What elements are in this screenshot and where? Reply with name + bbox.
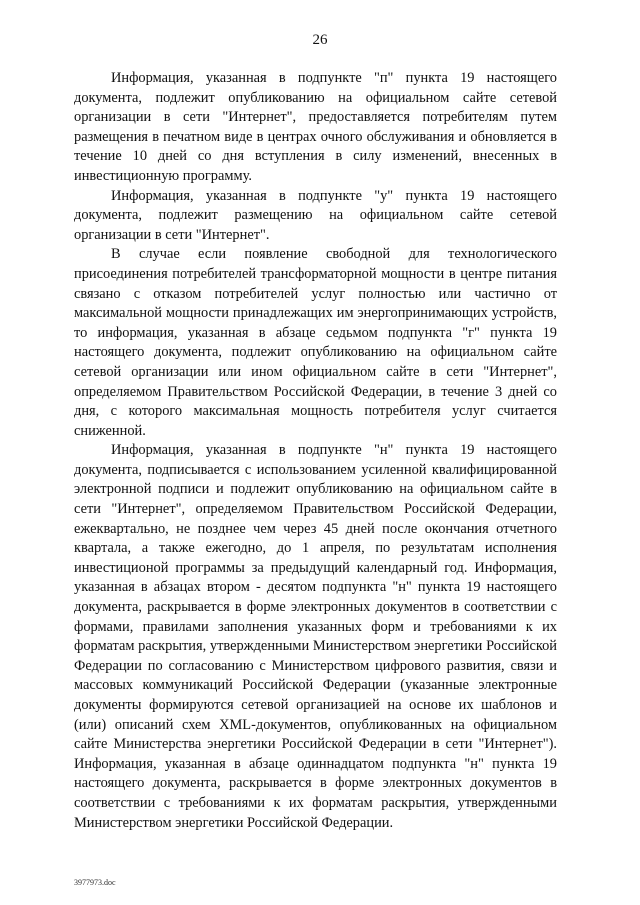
body-text	[74, 69, 557, 833]
paragraph-4: Информация, указанная в подпункте "н" пункта 19 настоящего документа, подписывается с использованием усиленной квалифицированной электронной подписи и подлежит опубликованию на официальном сайте в сети "Интернет", определяемом Правительством Российской Федерации, ежеквартально, не позднее чем через 45 дней после окончания отчетного квартала, а также ежегодно, до 1 апреля, по результатам исполнения инвестиционой программы за предыдущий календарный год. Информация, указанная в абзацах втором - десятом подпункта "н" пункта 19 настоящего документа, раскрывается в форме электронных документов в соответствии с формами, правилами заполнения указанных форм и требованиями к их форматам раскрытия, утвержденными Министерством энергетики Российской Федерации по согласованию с Министерством цифрового развития, связи и массовых коммуникаций Российской Федерации (указанные электронные документы формируются сетевой организацией на основе их шаблонов и (или) описаний схем XML-документов, опубликованных на официальном сайте Министерства энергетики Российской Федерации в сети "Интернет"). Информация, указанная в абзаце одиннадцатом подпункта "н" пункта 19 настоящего документа, раскрывается в форме электронных документов в соответствии с требованиями к их форматам раскрытия, утвержденными Министерством энергетики Российской Федерации.	[74, 442, 557, 831]
paragraph-1: Информация, указанная в подпункте "п" пункта 19 настоящего документа, подлежит опубликованию на официальном сайте сетевой организации в сети "Интернет", предоставляется потребителям путем размещения в печатном виде в центрах очного обслуживания и обновляется в течение 10 дней со дня вступления в силу изменений, внесенных в инвестиционную программу.	[74, 70, 557, 184]
page-number: 26	[312, 32, 328, 48]
paragraph-2: Информация, указанная в подпункте "у" пункта 19 настоящего документа, подлежит размещению на официальном сайте сетевой организации в сети "Интернет".	[74, 187, 557, 243]
paragraph-3: В случае если появление свободной для технологического присоединения потребителей трансформаторной мощности в центре питания связано с отказом потребителей услуг полностью или частично от максимальной мощности принадлежащих им энергопринимающих устройств, то информация, указанная в абзаце седьмом подпункта "г" пункта 19 настоящего документа, подлежит опубликованию на официальном сайте сетевой организации или ином официальном сайте в сети "Интернет", определяемом Правительством Российской Федерации, в течение 3 дней со дня, с которого максимальная мощность потребителя услуг считается сниженной.	[74, 246, 557, 439]
document-file-code: 3977973.doc	[74, 878, 116, 887]
